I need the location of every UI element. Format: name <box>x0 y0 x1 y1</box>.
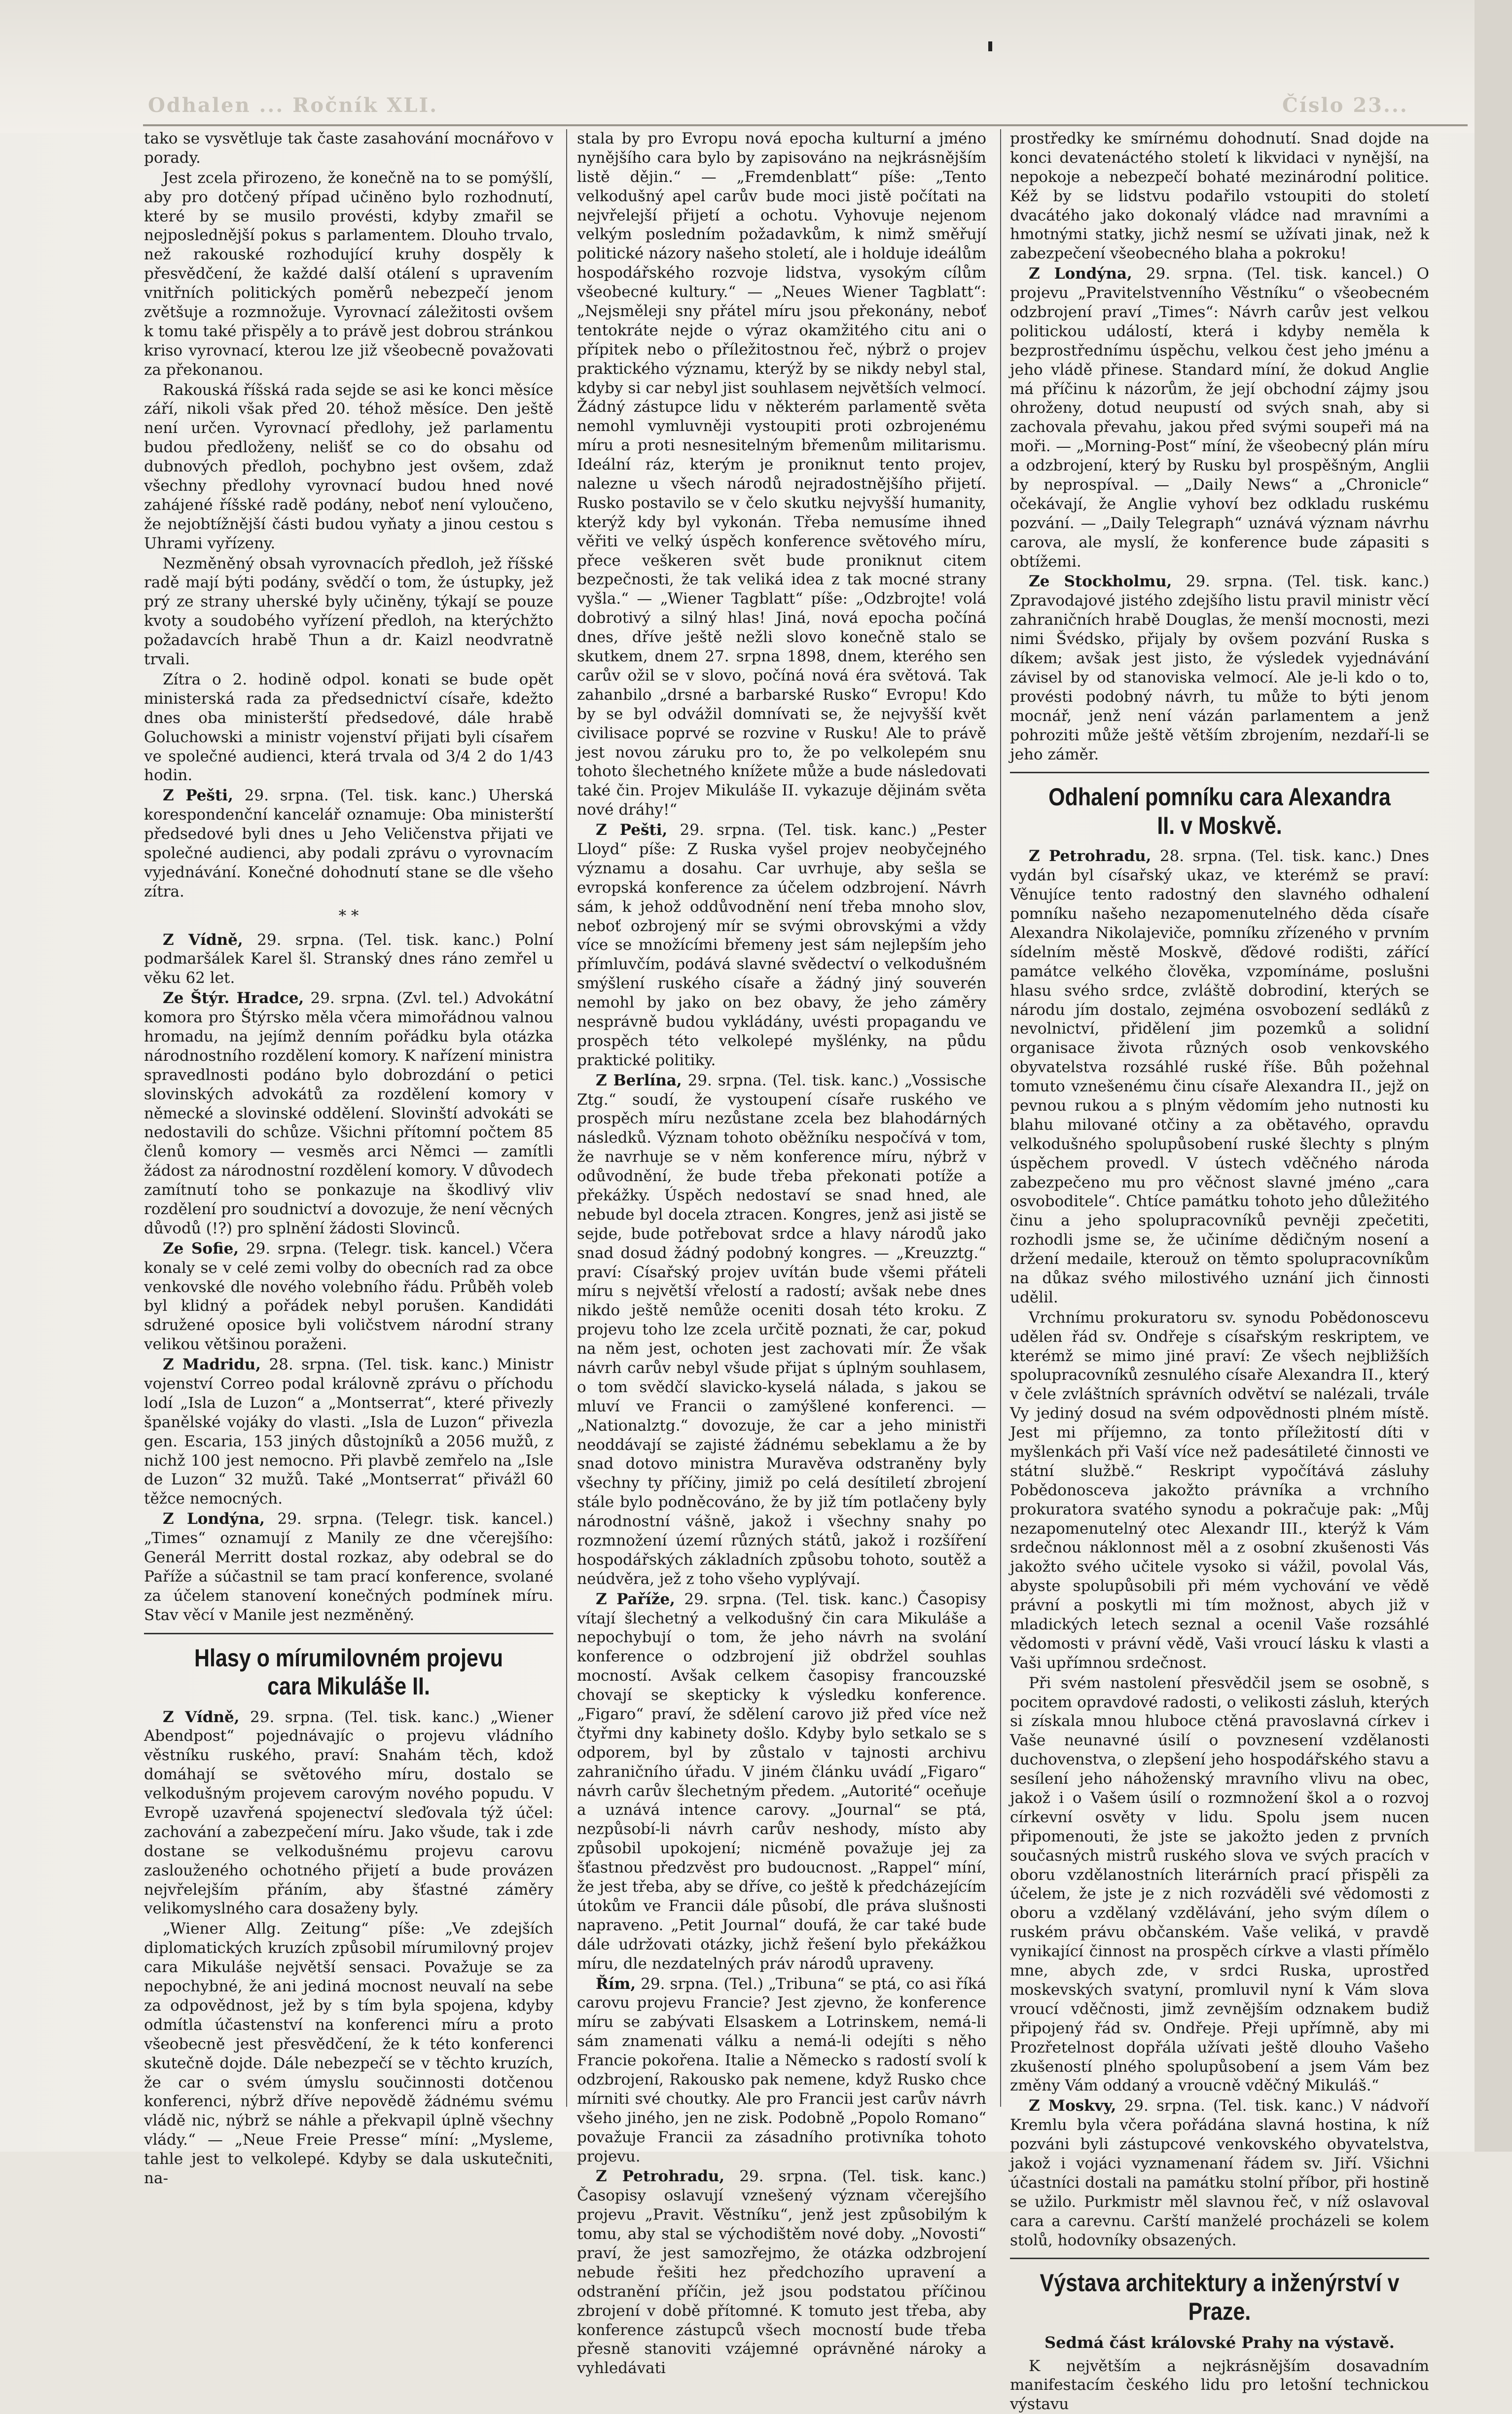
paragraph: Vrchnímu prokuratoru sv. synodu Pobědonoscevu udělen řád sv. Ondřeje s císařským reskriptem, ve kterémž se mimo jiné praví: Ze všech nejbližších spolupracovníků zesnulého císaře Alexandra II., který v čele zvláštních správních odvětví se nalézali, trvále Vy jediný dosud na svém odpovědnosti plném místě. Jest mi příjemno, za tonto příležitostí díti v myšlenkách při Vaší více než padesátileté činnosti ve státní službě.“ Reskript vypočítává zásluhy Pobědonosceva jakožto právníka a vrchního prokuratora svatého synodu a pokračuje pak: „Můj nezapomenutelný otec Alexandr III., kterýž k Vám srdečnou náklonnost měl a z osobní zkušenosti Vás jakožto svého učitele vysoko si vážil, povolal Vás, abyste spolupůsobili při mém vychování ve vědě právní a poskytli mi tím možnost, abych již v mladických letech seznal a ocenil Vaše rozsáhlé vědomosti v právní vědě, Vaši vroucí lásku k vlasti a Vaši upřímnou srdečnost. <box>1010 1308 1429 1672</box>
scan-edge <box>1475 0 1512 2152</box>
paragraph: „Wiener Allg. Zeitung“ píše: „Ve zdejších diplomatických kruzích způsobil mírumilovný projev cara Mikuláše největší sensaci. Považuje se za nepochybné, že ani jediná mocnost neuvalí na sebe za odpovědnost, jež by s tím byla spojena, kdyby odmítla účastenství na konferenci míru a proto všeobecně jest přesvědčení, že k této konferenci skutečně dojde. Dále nebezpečí se v těchto kruzích, že car o svém úmyslu součinnosti dotčenou konferenci, nýbrž dříve nepovědě žádnému svému vládě nic, nýbrž se náhle a překvapil úplně všechny vlády.“ — „Neue Freie Presse“ míní: „Mysleme, tahle jest to velkolepé. Kdyby se dala uskutečniti, na- <box>144 1920 553 2187</box>
news-item <box>144 1708 553 1919</box>
column-rule-1 <box>566 129 567 2107</box>
section-divider <box>144 1633 553 1634</box>
news-text: 29. srpna. (Tel. tisk. kanc.) Uherská korespondenční kancelář oznamuje: Oba ministerští předsedové byli dnes u Jeho Veličenstva přijati ve společné audienci, aby podali zprávu o vyrovnacím vyjednávání. Konečné dohodnutí stane se dle všeho zítra. <box>144 787 553 901</box>
print-mark <box>988 41 992 51</box>
paragraph: K největším a nejkrásnějším dosavadním manifestacím českého lidu pro letošní technickou výstavu <box>1010 2357 1429 2414</box>
article-headline: Odhalení pomníku cara Alexandra II. v Moskvě. <box>1048 783 1391 839</box>
dateline: Z Pešti, <box>163 787 233 805</box>
dateline: Řím, <box>596 1975 636 1993</box>
paragraph: Jest zcela přirozeno, že konečně na to se pomýšlí, aby pro dotčený případ učiněno bylo rozhodnutí, které by se musilo provésti, kdyby zmařil se nejposlednější pokus s parlamentem. Dlouho trvalo, než rakouské rozhodující kruhy dospěly k přesvědčení, že každé další otálení s upravením vnitřních politických poměrů nebezpečí jenom zvětšuje a rozmnožuje. Vyrovnací záležitosti ovšem k tomu také přispěly a to právě jest dobrou stránkou kriso vyrovnací, kterou lze již všeobecně považovati za překonanou. <box>144 169 553 379</box>
dateline: Ze Stockholmu, <box>1029 573 1172 591</box>
dateline: Z Londýna, <box>1029 265 1132 283</box>
news-item <box>144 786 553 901</box>
news-item <box>577 1590 986 1974</box>
news-text: 29. srpna. (Tel. tisk. kanc.) Zpravodajové jistého zdejšího listu pravil ministr věcí zahraničních hrabě Douglas, že menší mocnosti, mezi nimi Švédsko, přijaly by ovšem pozvání Ruska s díkem; avšak jest jisto, že výsledek vyjednávání závisel by od stanoviska velmocí. Ale je-li kdo o to, provésti podobný návrh, tu může to býti jenom mocnář, jenž není vázán parlamentem a jenž pohroziti může ještě větším zbrojením, nezdaří-li se jeho záměr. <box>1010 573 1429 763</box>
paragraph: Zítra o 2. hodině odpol. konati se bude opět ministerská rada za předsednictví císaře, kdežto dnes oba ministerští předsedové, dále hrabě Goluchowski a ministr vojenství přijati byli císařem ve společné audienci, která trvala od 3/4 2 do 1/43 hodin. <box>144 670 553 785</box>
news-text: 29. srpna. (Tel. tisk. kanc.) Polní podmaršálek Karel šl. Stranský dnes ráno zemřel u věku 62 let. <box>144 931 553 987</box>
dateline: Ze Sofie, <box>163 1239 239 1258</box>
dateline: Z Berlína, <box>596 1071 682 1089</box>
news-item <box>1010 572 1429 764</box>
section-stars: * * <box>338 906 359 925</box>
paragraph: prostředky ke smírnému dohodnutí. Snad dojde na konci devatenáctého století k likvidaci v nynější, na nepokoje a nebezpečí bohaté mezinárodní politice. Kéž by se lidstvu podařilo vstoupiti do století dvacátého jako dokonalý vládce nad mravními a hmotnými statky, jichž nesmí se užívati jinak, než k zabezpečení všeobecného blaha a pokroku! <box>1010 130 1429 263</box>
news-item <box>577 1975 986 2166</box>
dateline: Z Petrohradu, <box>596 2167 725 2186</box>
paragraph: Při svém nastolení přesvědčil jsem se osobně, s pocitem opravdové radosti, o velikosti zásluh, kterých si získala mnou hluboce ctěná pravoslavná církev i Vaše neunavné úsilí o povznesení vzdělanosti duchovenstva, o zlepšení jeho hospodářského stavu a sesílení jeho náhoženský mravního vlivu na obec, jakož i o Vašem úsilí o rozmnožení škol a o rozvoj církevní osvěty v lidu. Spolu jsem nucen připomenouti, že jste se jakožto jeden z prvních současných mistrů ruského slova ve svých pracích v oboru vzdělanostních literárních prací přispěli za účelem, že jste je z nich rozváděli své vědomosti z oboru a vzdělaný vzdělávání, jeho svým dílem o ruském právu občanském. Vaše veliká, v pravdě vynikající činnost na prospěch církve a vlasti přímělo mne, abych zde, v srdci Ruska, uprostřed moskevských svatyní, promluvil nyní k Vám slova vroucí vděčnosti, jimž zevnějším odznakem budiž připojený řád sv. Ondřeje. Přeji upřímně, aby mi Prozřetelnost dopřála užívati ještě dlouho Vašeho zkušeností plného spolupůsobení a jsem Vám bez změny Vám oddaný a vroucně vděčný Mikuláš.“ <box>1010 1674 1429 2095</box>
paragraph: Nezměněný obsah vyrovnacích předloh, jež říšské radě mají býti podány, svědčí o tom, že ústupky, jež prý ze strany uherské byly učiněny, týkají se pouze kvoty a soudobého vyřízení předloh, na kterýchžto požadavcích hrabě Thun a dr. Kaizl neodvratně trvali. <box>144 554 553 669</box>
news-text: 29. srpna. (Tel. tisk. kanc.) V nádvoří Kremlu byla včera pořádána slavná hostina, k níž pozváni byli zástupcové venkovského obyvatelstva, jakož i vojáci vyznamenaní řádem sv. Jiří. Všichni účastníci dostali na památku stolní příbor, při hostině se užilo. Purkmistr měl slavnou řeč, v níž oslavoval cara a carevnu. Carští manželé procházeli se kolem stolů, hodovníky obsazených. <box>1010 2097 1429 2249</box>
dateline: Z Pešti, <box>596 821 668 839</box>
news-text: 29. srpna. (Telegr. tisk. kancel.) „Times“ oznamují z Manily ze dne včerejšího: Generál Merritt dostal rozkaz, aby odebral se do Paříže a súčastnil se tam prací konference, svolané za účelem stanovení konečných podmínek míru. Stav věcí v Manile jest nezměněný. <box>144 1510 553 1624</box>
dateline: Z Vídně, <box>163 1708 240 1726</box>
news-item <box>577 1071 986 1589</box>
section-divider <box>1010 772 1429 773</box>
news-text: 29. srpna. (Tel. tisk. kanc.) „Vossische Ztg.“ soudí, že vystoupení císaře ruského ve prospěch míru nezůstane zcela bez blahodárných následků. Význam tohoto oběžníku nespočívá v tom, že navrhuje se v něm konference míru, nýbrž v odůvodnění, že bude třeba překonati potíže a překážky. Úspěch nedostaví se snad hned, ale nebude byl docela ztracen. Kongres, jenž asi jistě se sejde, bude potřebovat srdce a hlavy národů jako snad dosud žádný podobný kongres. — „Kreuzztg.“ praví: Císařský projev uvítán bude všemi přáteli míru s největší vřelostí a radostí; avšak nebe dnes nikdo ještě nemůže oceniti dosah této kroku. Z projevu toho lze zcela určitě poznati, že car, pokud na něm jest, ochoten jest zachovati mír. Že však návrh carův nebyl všude přijat s úplným souhlasem, o tom svědčí slavicko-kyselá nálada, s jakou se mluví ve Francii o zamýšlené konferenci. — „Nationalztg.“ dovozuje, že car a jeho ministři neoddávají se zajisté žádnému sebeklamu a že by snad dotovo ministra Muravěva odstraněny byly všechny ty příčiny, jimiž po celá desítiletí zbrojení stále bylo podněcováno, že by již tím potlačeny byly národnostní vášně, jakož i všechny snahy po rozmnožení území různých států, jakož i rozšíření hospodářských základních způsobu tohoto, soutěž a neúdvěra, jež z toho všeho vyplývají. <box>577 1071 986 1588</box>
news-text: 28. srpna. (Tel. tisk. kanc.) Ministr vojenství Correo podal královně zprávu o příchodu lodí „Isla de Luzon“ a „Montserrat“, které přivezly španělské vojáky do vlasti. „Isla de Luzon“ přivezla gen. Escaria, 153 jiných důstojníků a 2056 mužů, z nichž 100 jest nemocno. Při plavbě zemřelo na „Isle de Luzon“ 32 mužů. Také „Montserrat“ přivážl 60 těžce nemocných. <box>144 1356 553 1508</box>
news-text: 29. srpna. (Tel. tisk. kanc.) „Wiener Abendpost“ pojednávajíc o projevu vládního věstníku ruského, praví: Snahám těch, kdož domáhají se světového míru, dostalo se velkodušným projevem carovým nového popudu. V Evropě uzavřená spojenectví sleďovala týž účel: zachování a zabezpečení míru. Jako všude, tak i zde dostane se velkodušnému projevu carovu zaslouženého ochotného přijetí a bude provázen nejvřelejším přáním, aby šťastné záměry velikomyslného cara dosaženy byly. <box>144 1708 554 1918</box>
dateline: Z Paříže, <box>596 1590 675 1608</box>
news-text: 29. srpna. (Zvl. tel.) Advokátní komora pro Štýrsko měla včera mimořádnou valnou hromadu, na jejímž denním pořádku byla otázka národnostního rozdělení komory. K nařízení ministra spravedlnosti podáno bylo dobrozdání o petici slovinských advokátů za rozdělení komory v německé a slovinské oddělení. Slovinští advokáti se nedostavili do schůze. Všichni přítomní počtem 85 členů komory — vesměs arci Němci — zamítli žádost za národnostní rozdělení komory. V důvodech zamítnutí toho se ponkazuje na škodlivý vliv rozdělení pro soudnictví a dovozuje, že není věcných důvodů (!?) pro splnění žádosti Slovinců. <box>144 989 553 1237</box>
header-rule <box>143 124 1468 126</box>
column-3 <box>1010 129 1430 2414</box>
news-text: 29. srpna. (Tel. tisk. kanc.) Časopisy vítají šlechetný a velkodušný čin cara Mikuláše a nepochybují o tom, že jeho návrh na svolání konference o odzbrojení již obdržel souhlas mocností. Avšak celkem časopisy francouzské chovají se skepticky k výsledku konference. „Figaro“ praví, že sdělení carovo již před více než čtyřmi dny kabinety došlo. Kdyby bylo setkalo se s odporem, byl by zůstalo v tajnosti archivu zahraničního úřadu. V jiném článku uvádí „Figaro“ návrh carův šlechetným předem. „Autorité“ oceňuje a uznává intence carovy. „Journal“ se ptá, nezpůsobí-li návrh carův neshody, místo aby způsobil upokojení; nicméně považuje jej za šťastnou předzvěst pro budoucnost. „Rappel“ míní, že jest třeba, aby se dříve, co ještě k předcházejícím útokům ve Francii dále působí, dle práva slušnosti napraveno. „Petit Journal“ doufá, že car také bude dále udržovati otázky, jichž řešení bylo překážkou míru, dle nezdatelných práv národů upraveny. <box>577 1590 986 1973</box>
column-rule-2 <box>1000 129 1001 2107</box>
dateline: Ze Štýr. Hradce, <box>163 989 304 1008</box>
news-text: 29. srpna. (Tel. tisk. kancel.) O projevu „Pravitelstvenního Věstníku“ o všeobecném odzbrojení praví „Times“: Návrh carův jest velkou politickou událostí, která i kdyby neměla k bezprostřednímu úspěchu, velkou čest jeho jménu a jeho vládě přinese. Standard míní, že dokud Anglie má příčinu k názorům, že její obchodní zájmy jsou ohroženy, dotud neupustí od svých snah, aby si zachovala převahu, jakou před svými soupeři má na moři. — „Morning-Post“ míní, že všeobecný plán míru a odzbrojení, který by Rusku byl prospěšným, Anglii by neprospíval. — „Daily News“ a „Chronicle“ očekávají, že Anglie vyhoví bez odkladu ruskému pozvání. — „Daily Telegraph“ uznává význam návrhu carova, ale myslí, že konference bude zápasiti s obtížemi. <box>1010 265 1429 571</box>
news-item <box>1010 2096 1429 2250</box>
news-text: 29. srpna. (Telegr. tisk. kancel.) Včera konaly se v celé zemi volby do obecních rad za obce venkovské dle nového volebního řádu. Průběh voleb byl klidný a pořádek nebyl porušen. Kandidáti sdružené oposice byli voličstvem národní strany velikou většinou poraženi. <box>144 1239 553 1354</box>
news-text: 29. srpna. (Tel.) „Tribuna“ se ptá, co asi říká carovu projevu Francie? Jest zjevno, že konference míru se zabývati Elsaskem a Lotrinskem, nemá-li sám znamenati válku a nemá-li odejíti s něho Francie pokořena. Italie a Německo s radostí svolí k odzbrojení, Rakousko pak nemene, když Rusko chce mírniti své choutky. Ale pro Francii jest carův návrh všeho jiného, jen ne zisk. Podobně „Popolo Romano“ považuje Francii za zásadního protivníka tohoto projevu. <box>577 1975 986 2165</box>
column-2 <box>577 129 987 2378</box>
dateline: Z Madridu, <box>163 1356 261 1374</box>
section-divider <box>1010 2258 1429 2259</box>
paragraph: stala by pro Evropu nová epocha kulturní a jméno nynějšího cara bylo by zapisováno na nejkrásnějším listě dějin.“ — „Fremdenblatt“ píše: „Tento velkodušný apel carův bude moci jistě počítati na nejvřelejší přijetí a ochotu. Vyhovuje nejenom velkým posledním požadavkům, k nimž směřují politické názory našeho století, ale i holduje ideálům hospodářského rozvoje lidstva, vysokým cílům všeobecné kultury.“ — „Neues Wiener Tagblatt“: „Nejsměleji sny přátel míru jsou překonány, neboť tentokráte nejde o výraz okamžitého citu ani o přípitek nebo o příležitostnou řeč, nýbrž o projev praktického významu, kterýž by se nikdy nebyl stal, kdyby si car nebyl jist souhlasem největších velmocí. Žádný zástupce lidu v některém parlamentě světa nemohl vymluvněji vystoupiti proti ozbrojenému míru a proti nesnesitelným břemenům militarismu. Ideální ráz, kterým je proniknut tento projev, nalezne u všech národů nejradostnějšího přijetí. Rusko postavilo se v čelo skutku nejvyšší humanity, kterýž kdy byl vykonán. Třeba nemusíme ihned věřiti ve velký úspěch konference světového míru, přece veškeren svět bude proniknut citem bezpečnosti, že tak veliká idea z tak mocné strany vyšla.“ — „Wiener Tagblatt“ píše: „Odzbrojte! volá dobrotivý a silný hlas! Jiná, nová epocha počíná dnes, dříve ještě nežli slovo konečně stalo se skutkem, dnem 27. srpna 1898, dnem, kterého sen carův ožil se v slovo, počíná nová éra světová. Tak zahanbilo „drsné a barbarské Rusko“ Evropu! Kdo by se byl odvážil domnívati se, že nejvyšší květ civilisace poprvé se rozvine v Rusku! Ale to právě jest novou záruku pro to, že po velkolepém snu tohoto šlechetného knížete může a bude následovati také čin. Projev Mikuláše II. vykazuje dějinám světa nové dráhy!“ <box>577 130 986 819</box>
article-subheadline: Sedmá část královské Prahy na výstavě. <box>1044 2333 1395 2352</box>
dateline: Z Petrohradu, <box>1029 847 1152 865</box>
news-item <box>577 821 986 1070</box>
news-text: 29. srpna. (Tel. tisk. kanc.) Časopisy oslavují vznešený význam včerejšího projevu „Pravit. Věstníku“, jenž jest způsobilým k tomu, aby stal se východištěm nové doby. „Novosti“ praví, že jest samozřejmo, že otázka odzbrojení nebude řešiti hez předchozího upravení a odstranění příčin, jež jsou podstatou příčinou zbrojení v době přítomné. K tomuto jest třeba, aby konference zástupců všech mocností bude třeba přesně stanoviti vzájemné oprávněné nároky a vyhledávati <box>577 2167 986 2378</box>
news-text: 29. srpna. (Tel. tisk. kanc.) „Pester Lloyd“ píše: Z Ruska vyšel projev neobyčejného významu a dosahu. Car uvrhuje, aby sešla se evropská konference za účelem odzbrojení. Návrh sám, k jehož oddůvodnění není třeba mnoho slov, neboť ozbrojený mír se svými obrovskými a vždy více se množícími břemeny jest sám nejlepším jeho přímluvčím, podává slavné svědectví o velkodušném smýšlení ruského císaře a žádný jiný souverén nemohl by jako on bez obavy, že jeho záměry nesprávně budou vykládány, uvésti propagandu ve prospěch této velkolepé myšlénky, na půdu praktické politiky. <box>577 821 987 1069</box>
news-item <box>144 1239 553 1354</box>
article-headline: Hlasy o mírumilovném projevu cara Mikuláše II. <box>194 1644 504 1700</box>
paragraph: Rakouská říšská rada sejde se asi ke konci měsíce září, nikoli však před 20. téhož měsíce. Den ještě není určen. Vyrovnací předlohy, jež parlamentu budou předloženy, nelišť se co do obsahu od dubnových předloh, pochybno jest ovšem, zdaž všechny předlohy vyrovnací budou hned nové zahájené říšské radě podány, neboť není vyloučeno, že nejobtížnější části budou vyňaty a jinou cestou s Uhrami vyřízeny. <box>144 381 553 552</box>
news-item <box>144 1510 553 1624</box>
dateline: Z Vídně, <box>163 931 243 949</box>
news-item <box>144 989 553 1238</box>
header-ghost-text-right: Číslo 23... <box>1282 94 1408 117</box>
column-1 <box>144 129 554 2187</box>
dateline: Z Londýna, <box>163 1510 265 1528</box>
article-headline: Výstava architektury a inženýrství v Praze. <box>1040 2269 1400 2325</box>
paragraph: tako se vysvětluje tak časte zasahování mocnářovo v porady. <box>144 130 553 167</box>
news-item <box>577 2167 986 2378</box>
news-text: 28. srpna. (Tel. tisk. kanc.) Dnes vydán byl císařský ukaz, ve kterémž se praví: Věnujíce tento radostný den slavného odhalení pomníku našeho nezapomenutelného děda císaře Alexandra Nikolajeviče, pomníku zřízeného v prvním sídelním městě Moskvě, ďědové rodišti, zářící památce velkého člověka, vzpomínáme, poslušni hlasu svého srdce, zvláště dobrodiní, kterých se národu jím dostalo, zejména osvobození sedláků z nevolnictví, přidělení jim pozemků a solidní organisace života různých osob venkovského obyvatelstva rozsáhlé ruské říše. Bůh požehnal tomuto vznešenému činu císaře Alexandra II., jejž on pevnou rukou a s plným vědomím jeho nutnosti ku blahu milované otčiny a za obětavého, opravdu velkodušného spolupůsobení ruské šlechty s plným úspěchem provedl. V ústech vděčného národa zabezpečeno mu pro věčnost slavné jméno „cara osvoboditele“. Chtíce památku tohoto jeho důležitého činu a jeho spolupracovníků pevněji zpečetiti, rozhodli jsme se, že učiníme dědičným nosení a držení medaile, kterouž on těmto spolupracovníkům na důkaz svého milostivého uznání jich činnosti udělil. <box>1010 847 1430 1306</box>
dateline: Z Moskvy, <box>1029 2097 1116 2115</box>
news-item <box>144 931 553 988</box>
news-item <box>1010 847 1429 1307</box>
news-item <box>1010 264 1429 571</box>
header-ghost-text-left: Odhalen ... Ročník XLI. <box>148 94 438 117</box>
news-item <box>144 1355 553 1509</box>
